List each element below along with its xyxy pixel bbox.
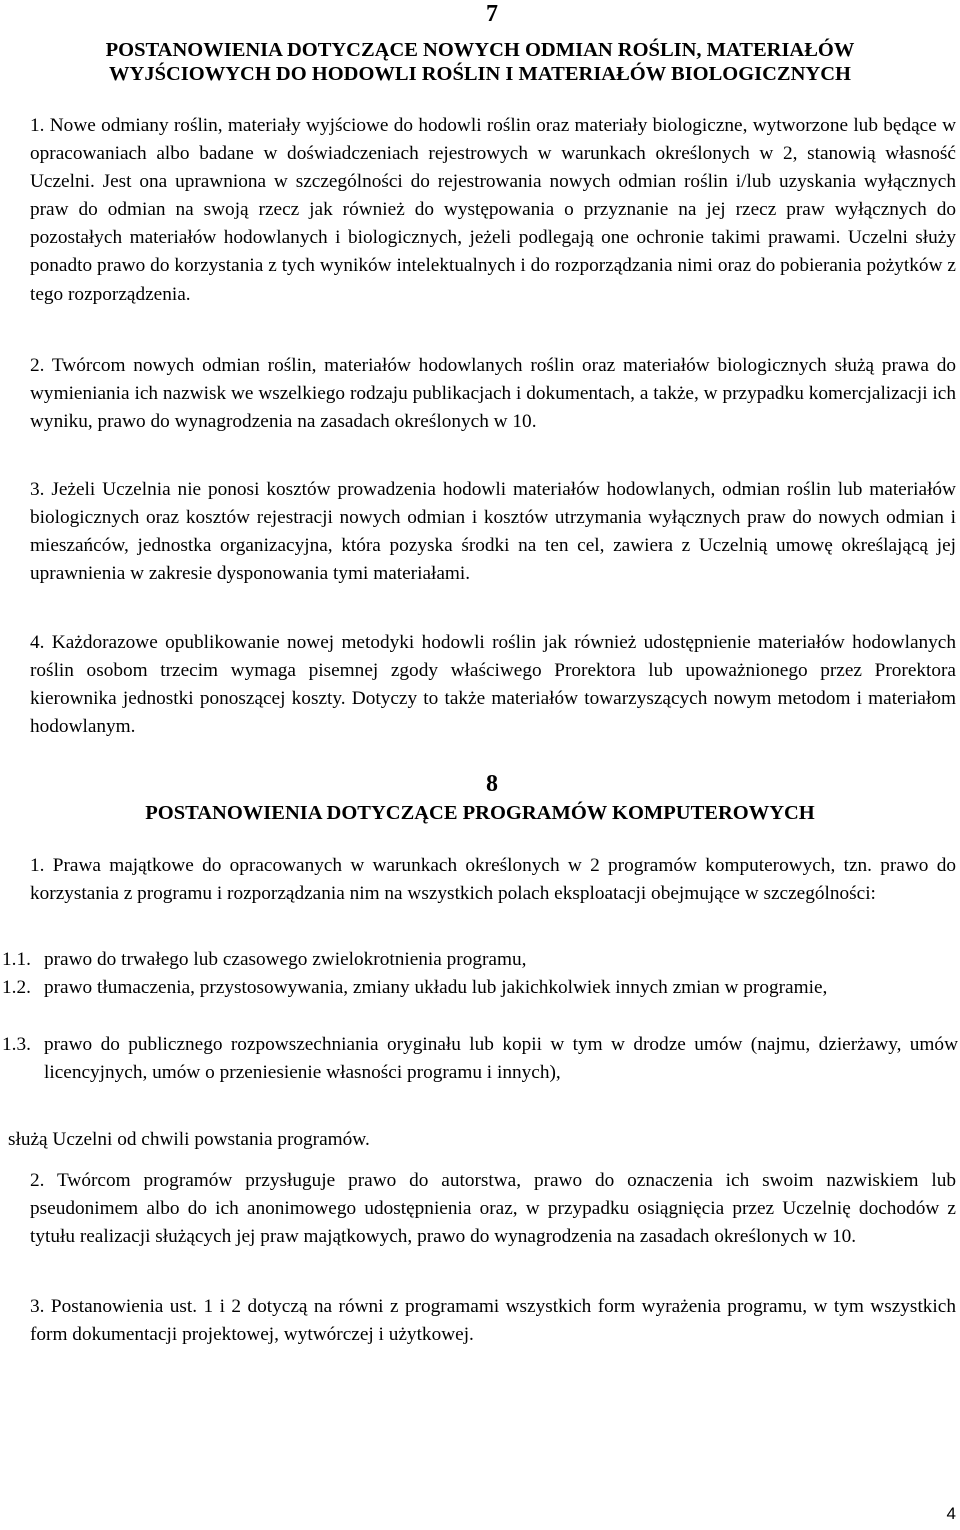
list-item-number: 1.2. [2, 977, 31, 998]
list-item-number: 1.3. [2, 1034, 31, 1055]
section-7-paragraph-2-text: 2. Twórcom nowych odmian roślin, materiałów hodowlanych roślin oraz materiałów biologicznych służą prawa do wymieniania ich nazwisk we wszelkiego rodzaju publikacjach i dokumentach, a także, w przypadku komercjalizacji ich wyniku, prawo do wynagrodzenia na zasadach określonych w 10. [30, 355, 956, 433]
section-7-title [0, 38, 960, 86]
list-item-text: prawo do publicznego rozpowszechniania oryginału lub kopii w tym w drodze umów (najmu, dzierżawy, umów licencyjnych, umów o przeniesienie własności programu i innych), [44, 1034, 958, 1083]
section-7-paragraph-1 [30, 112, 956, 309]
section-8-paragraph-3-text: 3. Postanowienia ust. 1 i 2 dotyczą na równi z programami wszystkich form wyrażenia programu, w tym wszystkich form dokumentacji projektowej, wytwórczej i użytkowej. [30, 1296, 956, 1346]
section-8-paragraph-3 [30, 1293, 956, 1349]
section-8-number [0, 770, 960, 798]
page-number: 4 [946, 1504, 956, 1523]
section-7-paragraph-3 [30, 476, 956, 588]
section-8-item-1-conclusion: służą Uczelni od chwili powstania programów. [8, 1129, 370, 1150]
section-7-paragraph-4 [30, 629, 956, 741]
list-item-text: prawo do trwałego lub czasowego zwielokrotnienia programu, [44, 949, 527, 970]
section-7-number [0, 0, 960, 28]
section-8-number-text: 8 [486, 771, 498, 797]
list-item-text: prawo tłumaczenia, przystosowywania, zmiany układu lub jakichkolwiek innych zmian w programie, [44, 977, 828, 998]
section-8-paragraph-2-text: 2. Twórcom programów przysługuje prawo do autorstwa, prawo do oznaczenia ich swoim nazwiskiem lub pseudonimem albo do ich anonimowego udostępnienia oraz, w przypadku osiągnięcia przez Uczelnię dochodów z tytułu realizacji służących jej praw majątkowych, prawo do wynagrodzenia na zasadach określonych w 10. [30, 1170, 956, 1248]
section-7-title-line2: WYJŚCIOWYCH DO HODOWLI ROŚLIN I MATERIAŁÓW BIOLOGICZNYCH [109, 63, 851, 85]
section-7-paragraph-4-text: 4. Każdorazowe opublikowanie nowej metodyki hodowli roślin jak również udostępnienie materiałów hodowlanych roślin osobom trzecim wymaga pisemnej zgody właściwego Prorektora lub upoważnionego przez Prorektora kierownika jednostki ponoszącej koszty. Dotyczy to także materiałów towarzyszących nowym metodom i materiałom hodowlanym. [30, 632, 956, 738]
section-7-title-line1: POSTANOWIENIA DOTYCZĄCE NOWYCH ODMIAN ROŚLIN, MATERIAŁÓW [105, 39, 855, 61]
list-item-number: 1.1. [2, 949, 31, 970]
section-7-paragraph-3-text: 3. Jeżeli Uczelnia nie ponosi kosztów prowadzenia hodowli materiałów hodowlanych, odmian roślin lub materiałów biologicznych oraz kosztów rejestracji nowych odmian i kosztów utrzymania wyłącznych praw do nowych odmian i mieszańców, jednostka organizacyjna, która pozyska środki na ten cel, zawiera z Uczelnią umowę określającą jej uprawnienia w zakresie dysponowania tymi materiałami. [30, 479, 956, 585]
section-8-paragraph-1 [30, 852, 956, 908]
section-8-title: POSTANOWIENIA DOTYCZĄCE PROGRAMÓW KOMPUTEROWYCH [145, 802, 815, 824]
section-7-number-text: 7 [486, 1, 498, 27]
section-7-paragraph-1-text: 1. Nowe odmiany roślin, materiały wyjściowe do hodowli roślin oraz materiały biologiczne, wytworzone lub będące w opracowaniach albo badane w doświadczeniach rejestrowych w warunkach określonych w 2, stanowią własność Uczelni. Jest ona uprawniona w szczególności do rejestrowania nowych odmian roślin i/lub uzyskania wyłącznych praw do odmian na swoją rzecz jak również do występowania o przyznanie na jej rzecz praw wyłącznych do pozostałych materiałów hodowlanych i biologicznych, jeżeli podlegają one ochronie takimi prawami. Uczelni służy ponadto prawo do korzystania z tych wyników intelektualnych i do rozporządzania nimi oraz do pobierania pożytków z tego rozporządzenia. [30, 115, 956, 305]
section-8-paragraph-1-text: 1. Prawa majątkowe do opracowanych w warunkach określonych w 2 programów komputerowych, tzn. prawo do korzystania z programu i rozporządzania nim na wszystkich polach eksploatacji obejmujące w szczególności: [30, 855, 956, 905]
section-7-paragraph-2 [30, 352, 956, 436]
section-8-paragraph-2 [30, 1167, 956, 1251]
